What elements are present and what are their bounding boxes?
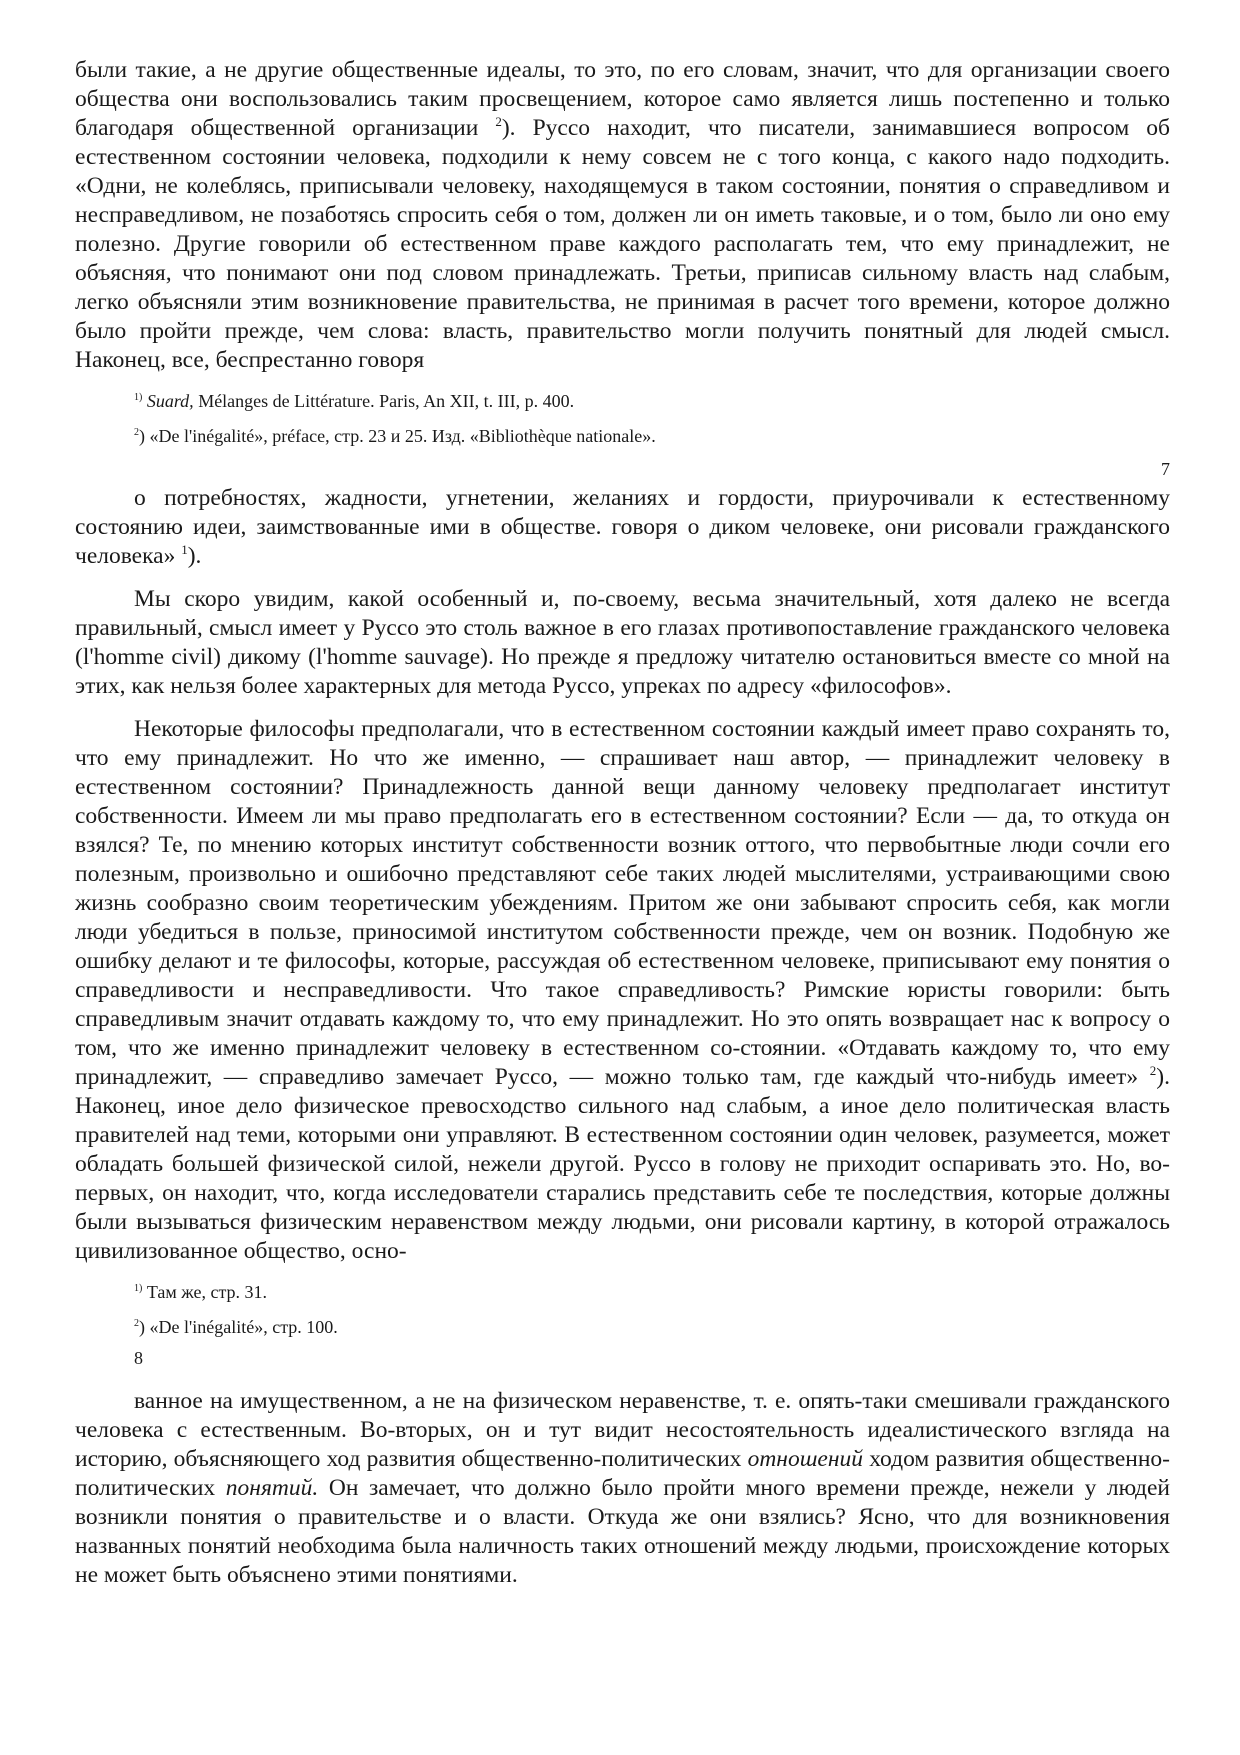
paragraph-4: Некоторые философы предполагали, что в естественном состоянии каждый имеет право сохранять то, что ему принадлежит. Но что же именно, — спрашивает наш автор, — принадлежит человеку в естественном состоянии? Принадлежность данной вещи данному человеку предполагает институт собственности. Имеем ли мы право предполагать его в естественном состоянии? Если — да, то откуда он взялся? Те, по мнению которых институт собственности возник оттого, что первобытные люди сочли его полезным, произвольно и ошибочно представляют себе таких людей мыслителями, устраивающими свою жизнь сообразно своим теоретическим убеждениям. Притом же они забывают спросить себя, как могли люди убедиться в пользе, приносимой институтом собственности прежде, чем он возник. Подобную же ошибку делают и те философы, которые, рассуждая об естественном человеке, приписывают ему понятия о справедливости и несправедливости. Что такое справедливость? Римские юристы говорили: быть справедливым значит отдавать каждому то, что ему принадлежит. Но это опять возвращает нас к вопросу о том, что же именно принадлежит человеку в естественном со-стоянии. «Отдавать каждому то, что ему принадлежит, — справедливо замечает Руссо, — можно только там, где каждый что-нибудь имеет» $^2$). Наконец, иное дело физическое превосходство сильного над слабым, а иное дело политическая власть правителей над теми, которыми они управляют. В естественном состоянии один человек, разумеется, может обладать большей физической силой, нежели другой. Руссо в голову не приходит оспаривать это. Но, во-первых, он находит, что, когда исследователи старались представить себе те последствия, которые должны были вызываться физическим неравенством между людьми, они рисовали картину, в которой отражалось цивилизованное общество, осно-: [75, 716, 1170, 1264]
footnote-1: $^{1)}$ Там же, стр. 31.: [134, 1282, 268, 1302]
footnote-2: $^2$) «De l'inégalité», préface, стр. 23 и 25. Изд. «Bibliothèque nationale».: [134, 426, 656, 446]
page-number: 7: [1161, 459, 1170, 479]
paragraph-5: ванное на имущественном, а не на физическом неравенстве, т. е. опять-таки смешивали гражданского человека с естественным. Во-вторых, он и тут видит несостоятельность идеалистического взгляда на историю, объясняющего ход развития общественно-политических отношений ходом развития общественно-политических понятий. Он замечает, что должно было пройти много времени прежде, нежели у людей возникли понятия о правительстве и о власти. Откуда же они взялись? Ясно, что для возникновения названных понятий необходима была наличность таких отношений между людьми, происхождение которых не может быть объяснено этими понятиями.: [75, 1388, 1171, 1588]
footnote-ref: 2: [495, 114, 502, 129]
footnote-ref: 2: [1149, 1063, 1157, 1078]
paragraph-1: были такие, а не другие общественные идеалы, то это, по его словам, значит, что для организации своего общества они воспользовались таким просвещением, которое само является лишь постепенно и только благодаря общественной организации $^2$). Руссо находит, что писатели, занимавшиеся вопросом об естественном состоянии человека, подходили к нему совсем не с того конца, с какого надо подходить. «Одни, не колеблясь, приписывали человеку, находящемуся в таком состоянии, понятия о справедливом и несправедливом, не позаботясь спросить себя о том, должен ли он иметь таковые, и о том, было ли оно ему полезно. Другие говорили об естественном праве каждого располагать тем, что ему принадлежит, не объясняя, что понимают они под словом принадлежать. Третьи, приписав сильному власть над слабым, легко объясняли этим возникновение правительства, не принимая в расчет того времени, которое должно было пройти прежде, чем слова: власть, правительство могли получить понятный для людей смысл. Наконец, все, беспрестанно говоря: [75, 57, 1170, 373]
footnote-ref: 1: [181, 542, 188, 557]
paragraph-2: о потребностях, жадности, угнетении, желаниях и гордости, приурочивали к естественному состоянию идеи, заимствованные ими в обществе. говоря о диком человеке, они рисовали гражданского человека» $^1$).: [75, 485, 1170, 569]
document-page: [75, 56, 1170, 1590]
paragraph-3: Мы скоро увидим, какой особенный и, по-своему, весьма значительный, хотя далеко не всегда правильный, смысл имеет у Руссо это столь важное в его глазах противопоставление гражданского человека (l'homme civil) дикому (l'homme sauvage). Но прежде я предложу читателю остановиться вместе со мной на этих, как нельзя более характерных для метода Руссо, упреках по адресу «философов».: [75, 586, 1170, 699]
footnote-1: $^{1)}$ Suard, Mélanges de Littérature. Paris, An XII, t. III, p. 400.: [134, 391, 575, 411]
footnote-2: $^2$) «De l'inégalité», стр. 100.: [134, 1317, 338, 1337]
page-number: 8: [134, 1348, 143, 1368]
